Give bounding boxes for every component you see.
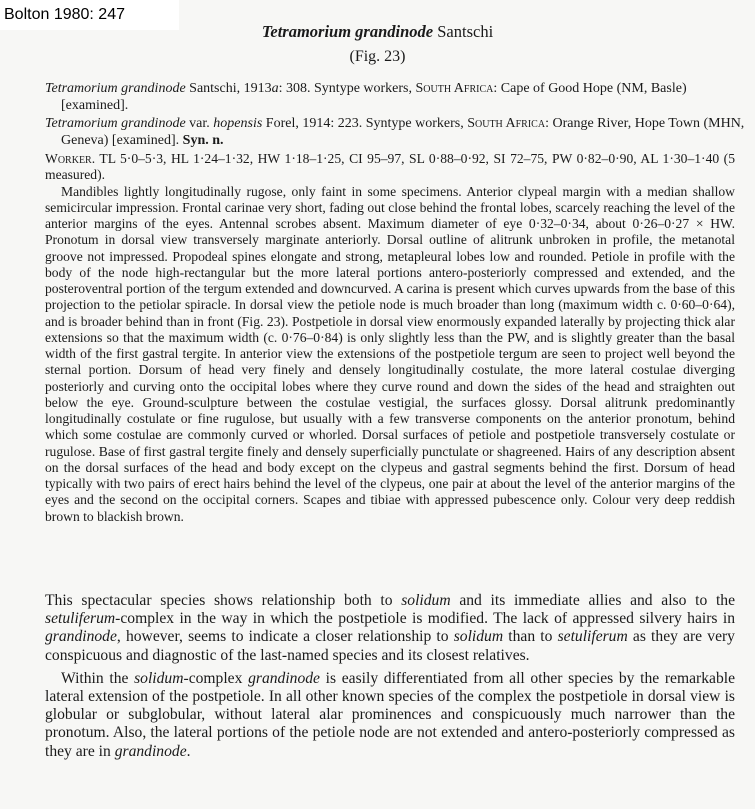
species-epithet: setuliferum [45, 610, 116, 628]
remarks-text: , however, seems to indicate a closer relationship to [116, 628, 454, 646]
synonym-region: South Africa [415, 81, 494, 96]
figure-reference: (Fig. 23) [349, 48, 406, 65]
remarks-text: than to [503, 628, 558, 646]
synonym-status: Syn. n. [182, 133, 224, 148]
synonym-variety: hopensis [213, 116, 263, 131]
remarks-text: . [186, 742, 191, 760]
synonym-name: Tetramorium grandinode [45, 116, 186, 131]
species-author: Santschi [437, 22, 494, 41]
synonym-reference: : 308. Syntype workers, [278, 81, 416, 96]
worker-measurements [45, 151, 735, 184]
remarks-paragraph-1 [45, 592, 735, 665]
remarks-text: This spectacular species shows relationship both to [45, 592, 402, 609]
synonym-name: Tetramorium grandinode [45, 81, 186, 96]
species-title [0, 22, 755, 42]
synonym-reference: Forel, 1914: 223. Syntype workers, [262, 116, 468, 131]
synonym-region: South Africa [467, 116, 546, 131]
citation-label: Bolton 1980: 247 [0, 0, 179, 30]
species-epithet: solidum [401, 592, 451, 609]
worker-description: Mandibles lightly longitudinally rugose, only faint in some specimens. Anterior clypeal margin with a median shallow semicircular impression. Frontal carinae very short, fading out close behind the frontal lobes, scarcely reaching the level of the anterior margins of the eyes. Antennal scrobes absent. Maximum diameter of eye 0·32–0·34, about 0·26–0·27 × HW. Pronotum in dorsal view transversely marginate anteriorly. Dorsal outline of alitrunk unbroken in profile, the metanotal groove not impressed. Propodeal spines elongate and strong, metapleural lobes low and rounded. Petiole in profile with the body of the node high-rectangular but the more lateral portions antero-posteriorly compressed and extended, and the posteroventral portion of the tergum extended and downcurved. A carina is present which curves upwards from the base of this projection to the petiolar spiracle. In dorsal view the petiole node is much broader than long (maximum width c. 0·60–0·64), and is broader behind than in front (Fig. 23). Postpetiole in dorsal view enormously expanded laterally by projecting thick alar extensions so that the maximum width (c. 0·76–0·84) is only slightly less than the PW, and is slightly greater than the basal width of the first gastral tergite. In anterior view the extensions of the postpetiole tergum are seen to project well beyond the sternal portion. Dorsum of head very finely and densely longitudinally costulate, the more lateral costulae diverging posteriorly and curving onto the occipital lobes where they curve round and down the sides of the head and straighten out below the eye. Ground-sculpture between the costulae vestigial, the surfaces glossy. Dorsal alitrunk predominantly longitudinally costulate or fine rugulose, but usually with a few transverse components on the anterior pronotum, behind which some costulae are commonly curved or whorled. Dorsal surfaces of petiole and postpetiole transversely costulate or rugulose. Base of first gastral tergite finely and densely superficially punctulate or shagreened. Hairs of any description absent on the dorsal surfaces of the head and body except on the clypeus and gastral segments behind the first. Dorsum of head typically with two pairs of erect hairs behind the level of the clypeus, one pair at about the level of the anterior margins of the eyes and the second on the occipital corners. Scapes and tibiae with appressed pubescence only. Colour very deep reddish brown to blackish brown. [45, 183, 735, 524]
remarks-text: Within the [61, 669, 135, 687]
species-epithet: grandinode [45, 628, 117, 646]
synonymy-entry [45, 115, 749, 149]
species-epithet: grandinode [114, 742, 187, 760]
synonymy-entry [45, 80, 749, 114]
remarks-paragraph-2 [45, 670, 735, 761]
synonym-locality: : Orange River, Hope Town (MHN, Geneva) [examined]. [61, 116, 745, 148]
worker-heading: Worker. [45, 151, 96, 166]
remarks-text: is easily differentiated from all other species by the remarkable lateral extension of the postpetiole. In all other known species of the complex the postpetiole in dorsal view is globular or subglobular, without lateral alar prominences and conspicuously much narrower than the pronotum. Also, the lateral portions of the petiole node are not extended and antero-posteriorly compressed as they are in [45, 669, 735, 760]
remarks-section [45, 592, 735, 761]
synonym-year-letter: a [271, 81, 279, 96]
species-epithet: grandinode [248, 669, 320, 687]
synonym-rank: var. [185, 116, 214, 131]
species-epithet: solidum [453, 628, 504, 646]
remarks-text: and its immediate allies and also to the [450, 592, 735, 609]
worker-section [45, 151, 735, 525]
species-epithet: solidum [134, 669, 184, 687]
synonym-locality: : Cape of Good Hope (NM, Basle) [examined]. [61, 81, 687, 113]
species-name: Tetramorium grandinode [261, 22, 434, 41]
species-epithet: setuliferum [557, 628, 628, 646]
measurement-values: TL 5·0–5·3, HL 1·24–1·32, HW 1·18–1·25, CI 95–97, SL 0·88–0·92, SI 72–75, PW 0·82–0·90, AL 1·30–1·40 (5 measured). [45, 151, 735, 183]
remarks-text: as they are very conspicuous and diagnostic of the last-named species and its closest relatives. [45, 628, 735, 664]
remarks-text: -complex in the way in which the postpetiole is modified. The lack of appressed silvery hairs in [115, 610, 735, 628]
remarks-text: -complex [183, 669, 249, 687]
synonym-author: Santschi, 1913 [185, 81, 272, 96]
